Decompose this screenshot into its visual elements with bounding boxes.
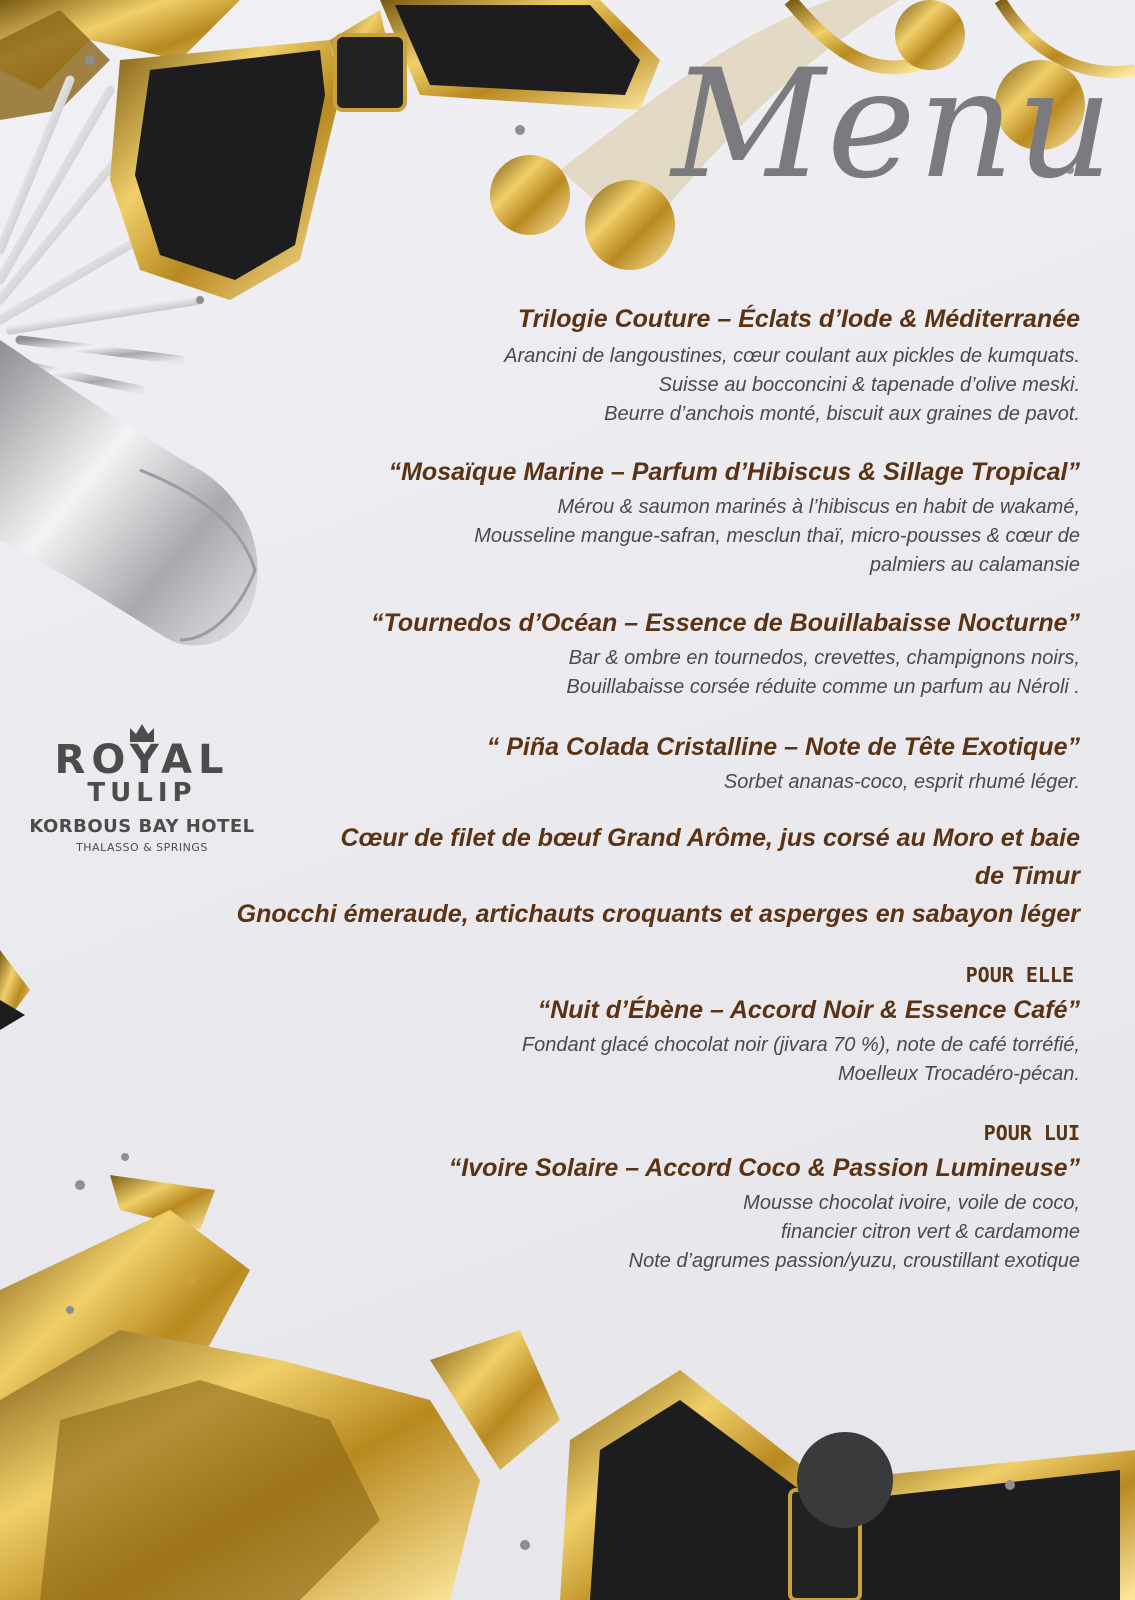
section-label-pour-elle: POUR ELLE — [965, 963, 1074, 987]
course-filet-de-boeuf — [180, 819, 1080, 933]
logo-tagline: THALASSO & SPRINGS — [76, 841, 208, 854]
course-line: Suisse au bocconcini & tapenade d’olive meski. — [658, 374, 1080, 396]
course-line: Bar & ombre en tournedos, crevettes, champignons noirs, — [568, 647, 1080, 669]
course-trilogie — [180, 302, 1080, 429]
course-line: Beurre d’anchois monté, biscuit aux graines de pavot. — [604, 403, 1080, 425]
course-title: “ Piña Colada Cristalline – Note de Tête Exotique” — [486, 733, 1080, 761]
course-line: palmiers au calamansie — [869, 554, 1080, 576]
course-line: Mérou & saumon marinés à l’hibiscus en habit de wakamé, — [557, 496, 1080, 518]
course-title: “Nuit d’Ébène – Accord Noir & Essence Café” — [537, 996, 1080, 1024]
course-tournedos — [180, 606, 1080, 702]
confetti-circle — [585, 180, 675, 270]
course-line: Moelleux Trocadéro-pécan. — [838, 1063, 1080, 1085]
course-title: “Tournedos d’Océan – Essence de Bouillabaisse Nocturne” — [371, 609, 1080, 637]
course-mosaique — [180, 455, 1080, 580]
logo-name: ROYAL — [54, 737, 230, 783]
course-line: Bouillabaisse corsée réduite comme un parfum au Néroli . — [566, 676, 1080, 698]
course-pina-colada — [180, 730, 1080, 797]
hotel-logo — [22, 722, 262, 854]
course-line: Mousseline mangue-safran, mesclun thaï, micro-pousses & cœur de — [474, 525, 1080, 547]
dessert-ivoire-solaire — [180, 1151, 1080, 1276]
confetti-circle — [490, 155, 570, 235]
course-title-line: Cœur de filet de bœuf Grand Arôme, jus corsé au Moro et baie — [340, 824, 1080, 852]
menu-title: Menu — [671, 38, 1115, 212]
course-line: Fondant glacé chocolat noir (jivara 70 %), note de café torréfié, — [521, 1034, 1080, 1056]
course-line: Mousse chocolat ivoire, voile de coco, — [743, 1192, 1080, 1214]
dessert-nuit-d-ebene — [180, 993, 1080, 1089]
course-line: financier citron vert & cardamome — [780, 1221, 1080, 1243]
logo-hotel-name: KORBOUS BAY HOTEL — [29, 816, 255, 837]
section-label-pour-lui: POUR LUI — [983, 1121, 1080, 1145]
confetti-circle-dark — [797, 1432, 893, 1528]
course-title: Trilogie Couture – Éclats d’Iode & Méditerranée — [517, 305, 1080, 333]
logo-sub: TULIP — [87, 778, 197, 808]
course-line: Sorbet ananas-coco, esprit rhumé léger. — [723, 771, 1080, 793]
menu-content — [180, 302, 1080, 1276]
course-line: Note d’agrumes passion/yuzu, croustillant exotique — [628, 1250, 1080, 1272]
course-line: Arancini de langoustines, cœur coulant aux pickles de kumquats. — [504, 345, 1080, 367]
course-title-line: de Timur — [974, 862, 1080, 890]
course-title: “Mosaïque Marine – Parfum d’Hibiscus & Sillage Tropical” — [388, 458, 1080, 486]
course-title: “Ivoire Solaire – Accord Coco & Passion Lumineuse” — [448, 1154, 1080, 1182]
course-title-line: Gnocchi émeraude, artichauts croquants et asperges en sabayon léger — [236, 900, 1080, 928]
